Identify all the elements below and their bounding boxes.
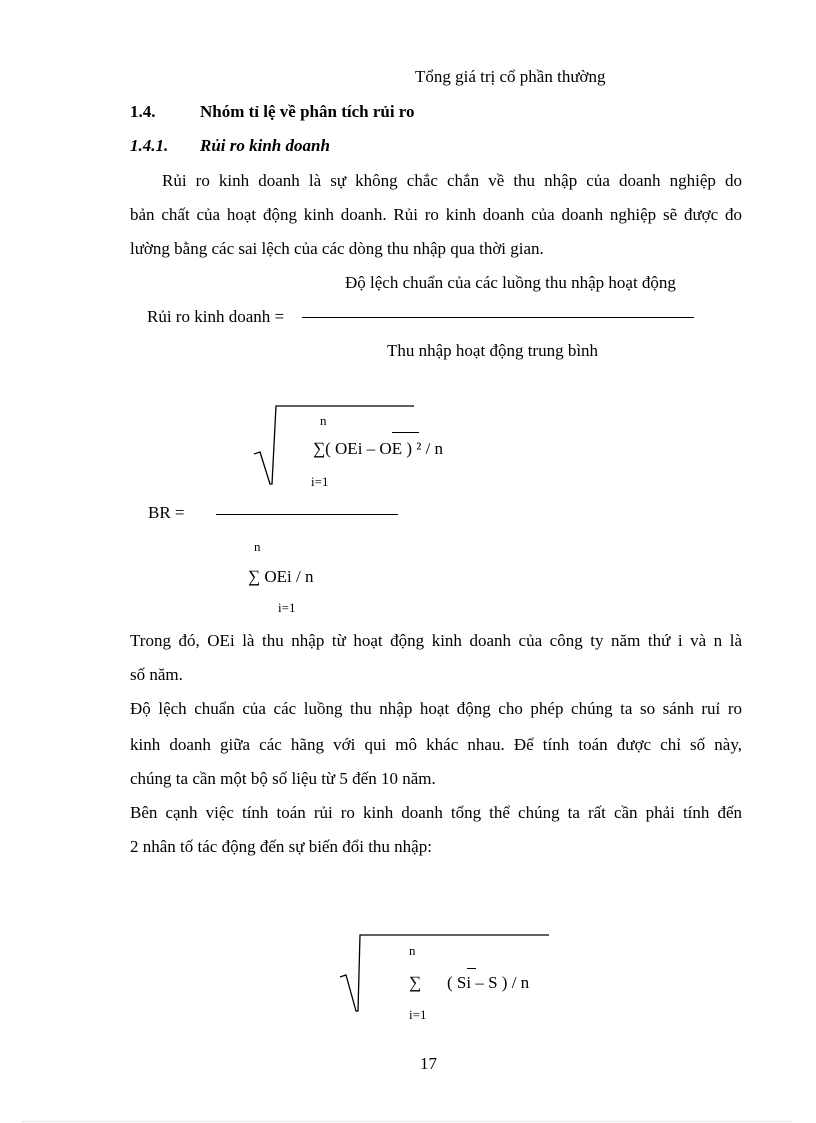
section-title: Nhóm tỉ lệ về phân tích rủi ro (200, 102, 415, 121)
subsection-number: 1.4.1. (130, 136, 169, 155)
formula1-denominator: Thu nhập hoạt động trung bình (387, 341, 599, 360)
formula2-num-expr: ∑( OEi – OE ) ² / n (313, 439, 444, 458)
paragraph-line: Rủi ro kinh doanh là sự không chắc chắn về thu nhập của doanh nghiệp do (162, 171, 742, 190)
paragraph-line: chúng ta cần một bộ số liệu từ 5 đến 10 năm. (130, 769, 436, 788)
page-number: 17 (420, 1054, 437, 1073)
paragraph-line: Độ lệch chuẩn của các luồng thu nhập hoạt động cho phép chúng ta so sánh ruỉ ro (130, 699, 742, 718)
formula2-num-lower: i=1 (311, 474, 329, 489)
formula2-fraction-bar (216, 514, 398, 515)
paragraph-line: bản chất của hoạt động kinh doanh. Rủi ro kinh doanh của doanh nghiệp sẽ được đo (130, 205, 742, 224)
formula3-sigma: ∑ (409, 973, 422, 992)
section-number: 1.4. (130, 102, 156, 121)
paragraph-line: lường bằng các sai lệch của các dòng thu nhập qua thời gian. (130, 239, 544, 258)
formula3-lower: i=1 (409, 1007, 427, 1022)
top-line: Tổng giá trị cổ phần thường (415, 67, 606, 86)
subsection-title: Rủi ro kinh doanh (200, 136, 330, 155)
formula3-expr: ( Si – S ) / n (447, 973, 530, 992)
formula1-fraction-bar (302, 317, 694, 318)
formula2-lhs: BR = (148, 503, 185, 522)
formula1-numerator: Độ lệch chuẩn của các luồng thu nhập hoạt động (345, 273, 676, 292)
overline-bar (392, 432, 419, 433)
paragraph-line: số năm. (130, 665, 183, 684)
overline-bar (467, 968, 476, 969)
formula1-lhs: Rủi ro kinh doanh = (147, 307, 285, 326)
formula3-upper: n (409, 943, 416, 958)
page-bottom-border (22, 1121, 794, 1122)
formula2-num-upper: n (320, 413, 327, 428)
formula2-den-lower: i=1 (278, 600, 296, 615)
sqrt-icon (338, 931, 552, 1013)
paragraph-line: kinh doanh giữa các hãng với qui mô khác nhau. Để tính toán được chỉ số này, (130, 735, 742, 754)
formula2-den-expr: ∑ OEi / n (248, 567, 314, 586)
paragraph-line: Bên cạnh việc tính toán rủi ro kinh doanh tổng thể chúng ta rất cần phải tính đến (130, 803, 742, 822)
paragraph-line: Trong đó, OEi là thu nhập từ hoạt động kinh doanh của công ty năm thứ i và n là (130, 631, 742, 650)
paragraph-line: 2 nhân tố tác động đến sự biến đổi thu nhập: (130, 837, 432, 856)
formula2-den-upper: n (254, 539, 261, 554)
